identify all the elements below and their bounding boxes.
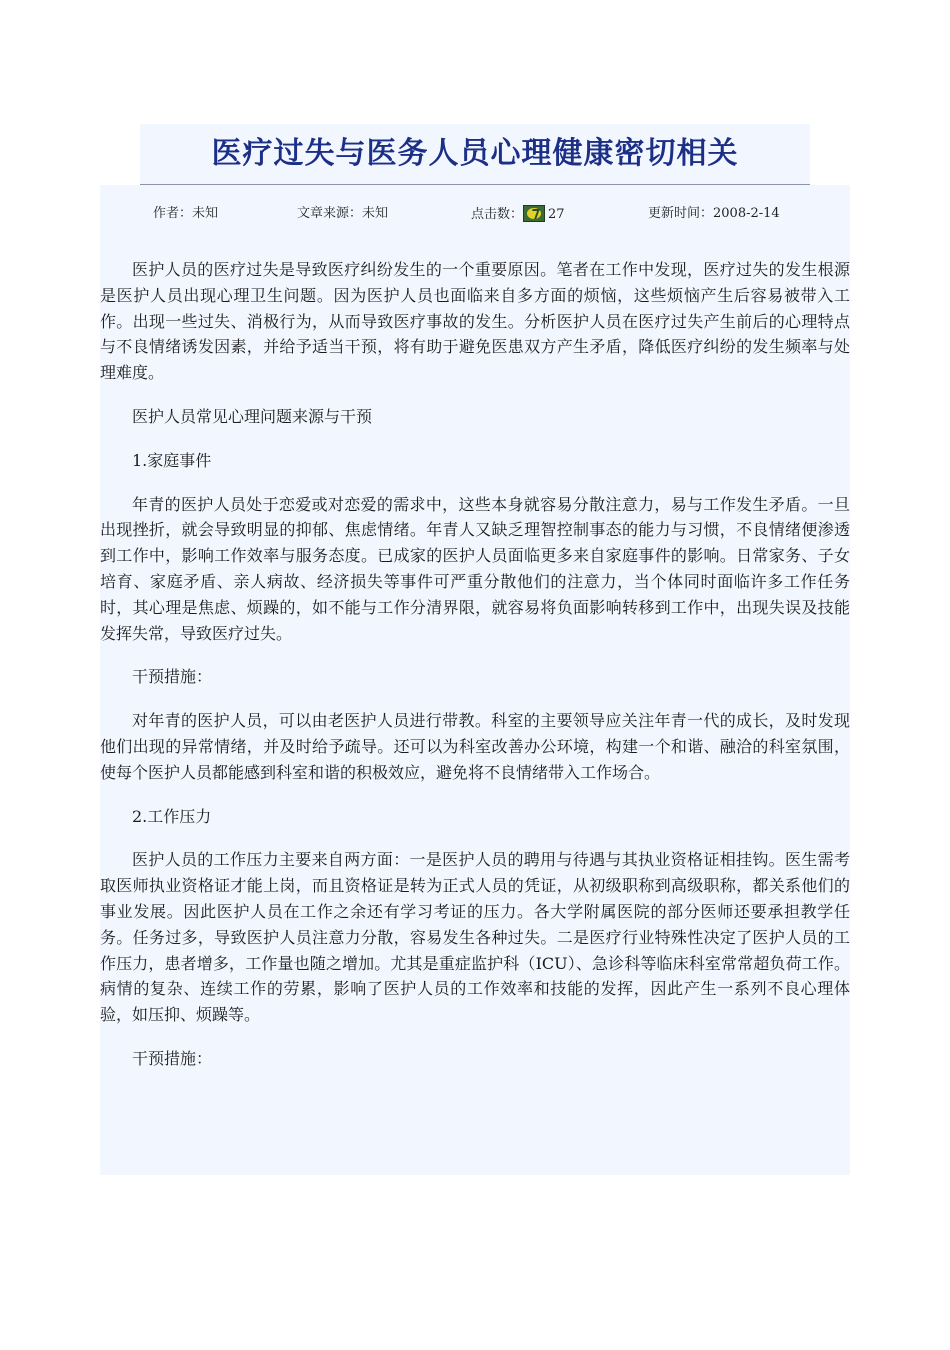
author-label: 作者： <box>153 206 193 221</box>
source-meta <box>297 205 388 223</box>
source-value: 未知 <box>362 206 389 221</box>
paragraph: 医护人员的医疗过失是导致医疗纠纷发生的一个重要原因。笔者在工作中发现，医疗过失的发生根源是医护人员出现心理卫生问题。因为医护人员也面临来自多方面的烦恼，这些烦恼产生后容易被带入工作。出现一些过失、消极行为，从而导致医疗事故的发生。分析医护人员在医疗过失产生前后的心理特点与不良情绪诱发因素，并给予适当干预，将有助于避免医患双方产生矛盾，降低医疗纠纷的发生频率与处理难度。 <box>100 260 850 383</box>
hits-meta <box>471 205 565 224</box>
paragraph: 医护人员的工作压力主要来自两方面：一是医护人员的聘用与待遇与其执业资格证相挂钩。医生需考取医师执业资格证才能上岗，而且资格证是转为正式人员的凭证，从初级职称到高级职称，都关系他们的事业发展。因此医护人员在工作之余还有学习考证的压力。各大学附属医院的部分医师还要承担教学任务。任务过多，导致医护人员注意力分散，容易发生各种过失。二是医疗行业特殊性决定了医护人员的工作压力，患者增多，工作量也随之增加。尤其是重症监护科（ICU）、急诊科等临床科室常常超负荷工作。病情的复杂、连续工作的劳累，影响了医护人员的工作效率和技能的发挥，因此产生一系列不良心理体验，如压抑、烦躁等。 <box>100 850 850 1025</box>
article-body <box>100 257 850 1090</box>
author-meta <box>153 205 218 223</box>
intervention-heading: 干预措施： <box>132 1048 213 1068</box>
section-heading: 医护人员常见心理问题来源与干预 <box>132 406 373 426</box>
updated-value: 2008-2-14 <box>713 206 780 221</box>
paragraph: 年青的医护人员处于恋爱或对恋爱的需求中，这些本身就容易分散注意力，易与工作发生矛盾。一旦出现挫折，就会导致明显的抑郁、焦虑情绪。年青人又缺乏理智控制事态的能力与习惯，不良情绪便渗透到工作中，影响工作效率与服务态度。已成家的医护人员面临更多来自家庭事件的影响。日常家务、子女培育、家庭矛盾、亲人病故、经济损失等事件可严重分散他们的注意力，当个体同时面临许多工作任务时，其心理是焦虑、烦躁的，如不能与工作分清界限，就容易将负面影响转移到工作中，出现失误及技能发挥失常，导致医疗过失。 <box>100 494 850 643</box>
updated-label: 更新时间： <box>648 206 714 221</box>
subsection-heading: 2.工作压力 <box>132 806 212 826</box>
updated-meta <box>648 205 780 223</box>
source-label: 文章来源： <box>297 206 363 221</box>
paragraph: 对年青的医护人员，可以由老医护人员进行带教。科室的主要领导应关注年青一代的成长，及时发现他们出现的异常情绪，并及时给予疏导。还可以为科室改善办公环境，构建一个和谐、融洽的科室氛围，使每个医护人员都能感到科室和谐的积极效应，避免将不良情绪带入工作场合。 <box>100 711 850 782</box>
hits-value: 27 <box>548 207 565 222</box>
hits-label: 点击数： <box>471 207 524 222</box>
intervention-heading: 干预措施： <box>132 667 213 687</box>
article-content-box <box>100 185 850 1175</box>
title-box <box>140 124 810 185</box>
article-meta <box>100 203 850 225</box>
subsection-heading: 1.家庭事件 <box>132 450 212 470</box>
author-value: 未知 <box>192 206 219 221</box>
hit-counter-icon <box>523 205 545 222</box>
article-title: 医疗过失与医务人员心理健康密切相关 <box>211 136 739 171</box>
